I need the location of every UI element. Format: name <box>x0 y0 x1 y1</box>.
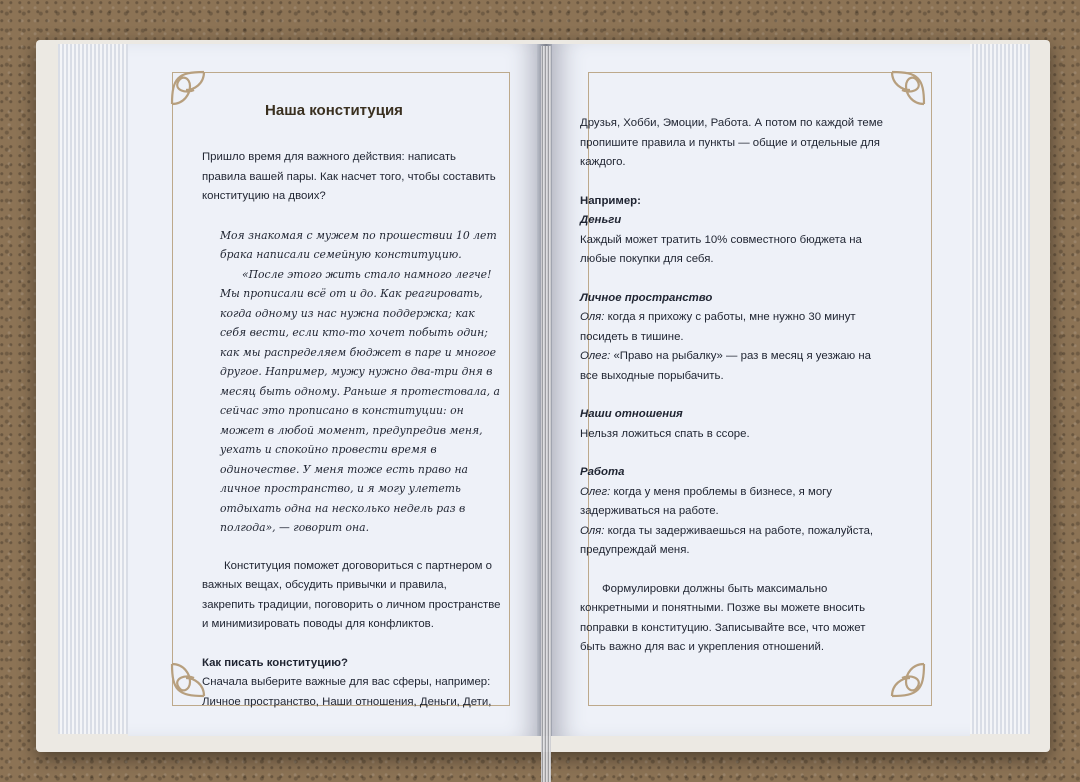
section-title-personal-space: Личное пространство <box>580 291 713 304</box>
rule-line: Каждый может тратить 10% совместного бюджета на любые покупки для себя. <box>580 233 862 265</box>
quote-intro: Моя знакомая с мужем по прошествии 10 лет брака написали семейную конституцию. <box>220 228 497 261</box>
rule-line: Олег: «Право на рыбалку» — раз в месяц я уезжаю на все выходные порыбачить. <box>580 350 871 382</box>
rule-line: Оля: когда ты задерживаешься на работе, пожалуйста, предупреждай меня. <box>580 524 874 556</box>
section-title-relationships: Наши отношения <box>580 408 683 420</box>
rule-line: Оля: когда я прихожу с работы, мне нужно 30 минут посидеть в тишине. <box>580 311 856 343</box>
left-text-column <box>202 148 502 712</box>
quote-text: «После этого жить стало намного легче! Мы прописали всё от и до. Как реагировать, когда одному из нас нужна поддержка; как себя вести, если кто-то хочет побыть один; как мы распределяем бюджет в паре и многое другое. Например, мужу нужно два-три дня в месяц быть одному. Раньше я протестовала, а сейчас это прописано в конституции: он может в любой момент, предупредив меня, уехать и спокойно провести время в одиночестве. У меня тоже есть право на личное пространство, и я могу улететь отдыхать одна на несколько недель раз в полгода», — говорит она. <box>220 267 500 534</box>
right-text-column <box>580 114 892 658</box>
page-title: Наша конституция <box>265 102 403 119</box>
left-page-edges <box>58 44 138 734</box>
right-page <box>552 44 970 736</box>
constitution-paragraph: Конституция поможет договориться с партнером о важных вещах, обсудить привычки и правила, закрепить традиции, поговорить о личном пространстве и минимизировать поводы для конфликтов. <box>202 559 501 630</box>
section-heading: Как писать конституцию? <box>202 656 348 669</box>
example-heading: Например: <box>580 194 641 207</box>
bookmark-ribbon <box>541 46 551 782</box>
rule-line: Нельзя ложиться спать в ссоре. <box>580 427 750 440</box>
closing-paragraph: Формулировки должны быть максимально конкретными и понятными. Позже вы можете вносить поправки в конституцию. Записывайте все, что может быть важно для вас и укрепления отношений. <box>580 582 866 653</box>
section-text: Сначала выберите важные для вас сферы, например: Личное пространство, Наши отношения, Деньги, Дети, <box>202 676 492 708</box>
section-title-work: Работа <box>580 466 625 478</box>
rule-line: Олег: когда у меня проблемы в бизнесе, я могу задерживаться на работе. <box>580 485 833 517</box>
intro-paragraph: Пришло время для важного действия: написать правила вашей пары. Как насчет того, чтобы составить конституцию на двоих? <box>202 151 496 202</box>
celtic-knot-icon <box>882 654 932 704</box>
continuation-paragraph: Друзья, Хобби, Эмоции, Работа. А потом по каждой теме пропишите правила и пункты — общие и отдельные для каждого. <box>580 117 883 168</box>
celtic-knot-icon <box>882 64 932 114</box>
left-page <box>128 44 540 736</box>
quote-block <box>202 226 502 538</box>
section-title-money: Деньги <box>580 214 622 226</box>
